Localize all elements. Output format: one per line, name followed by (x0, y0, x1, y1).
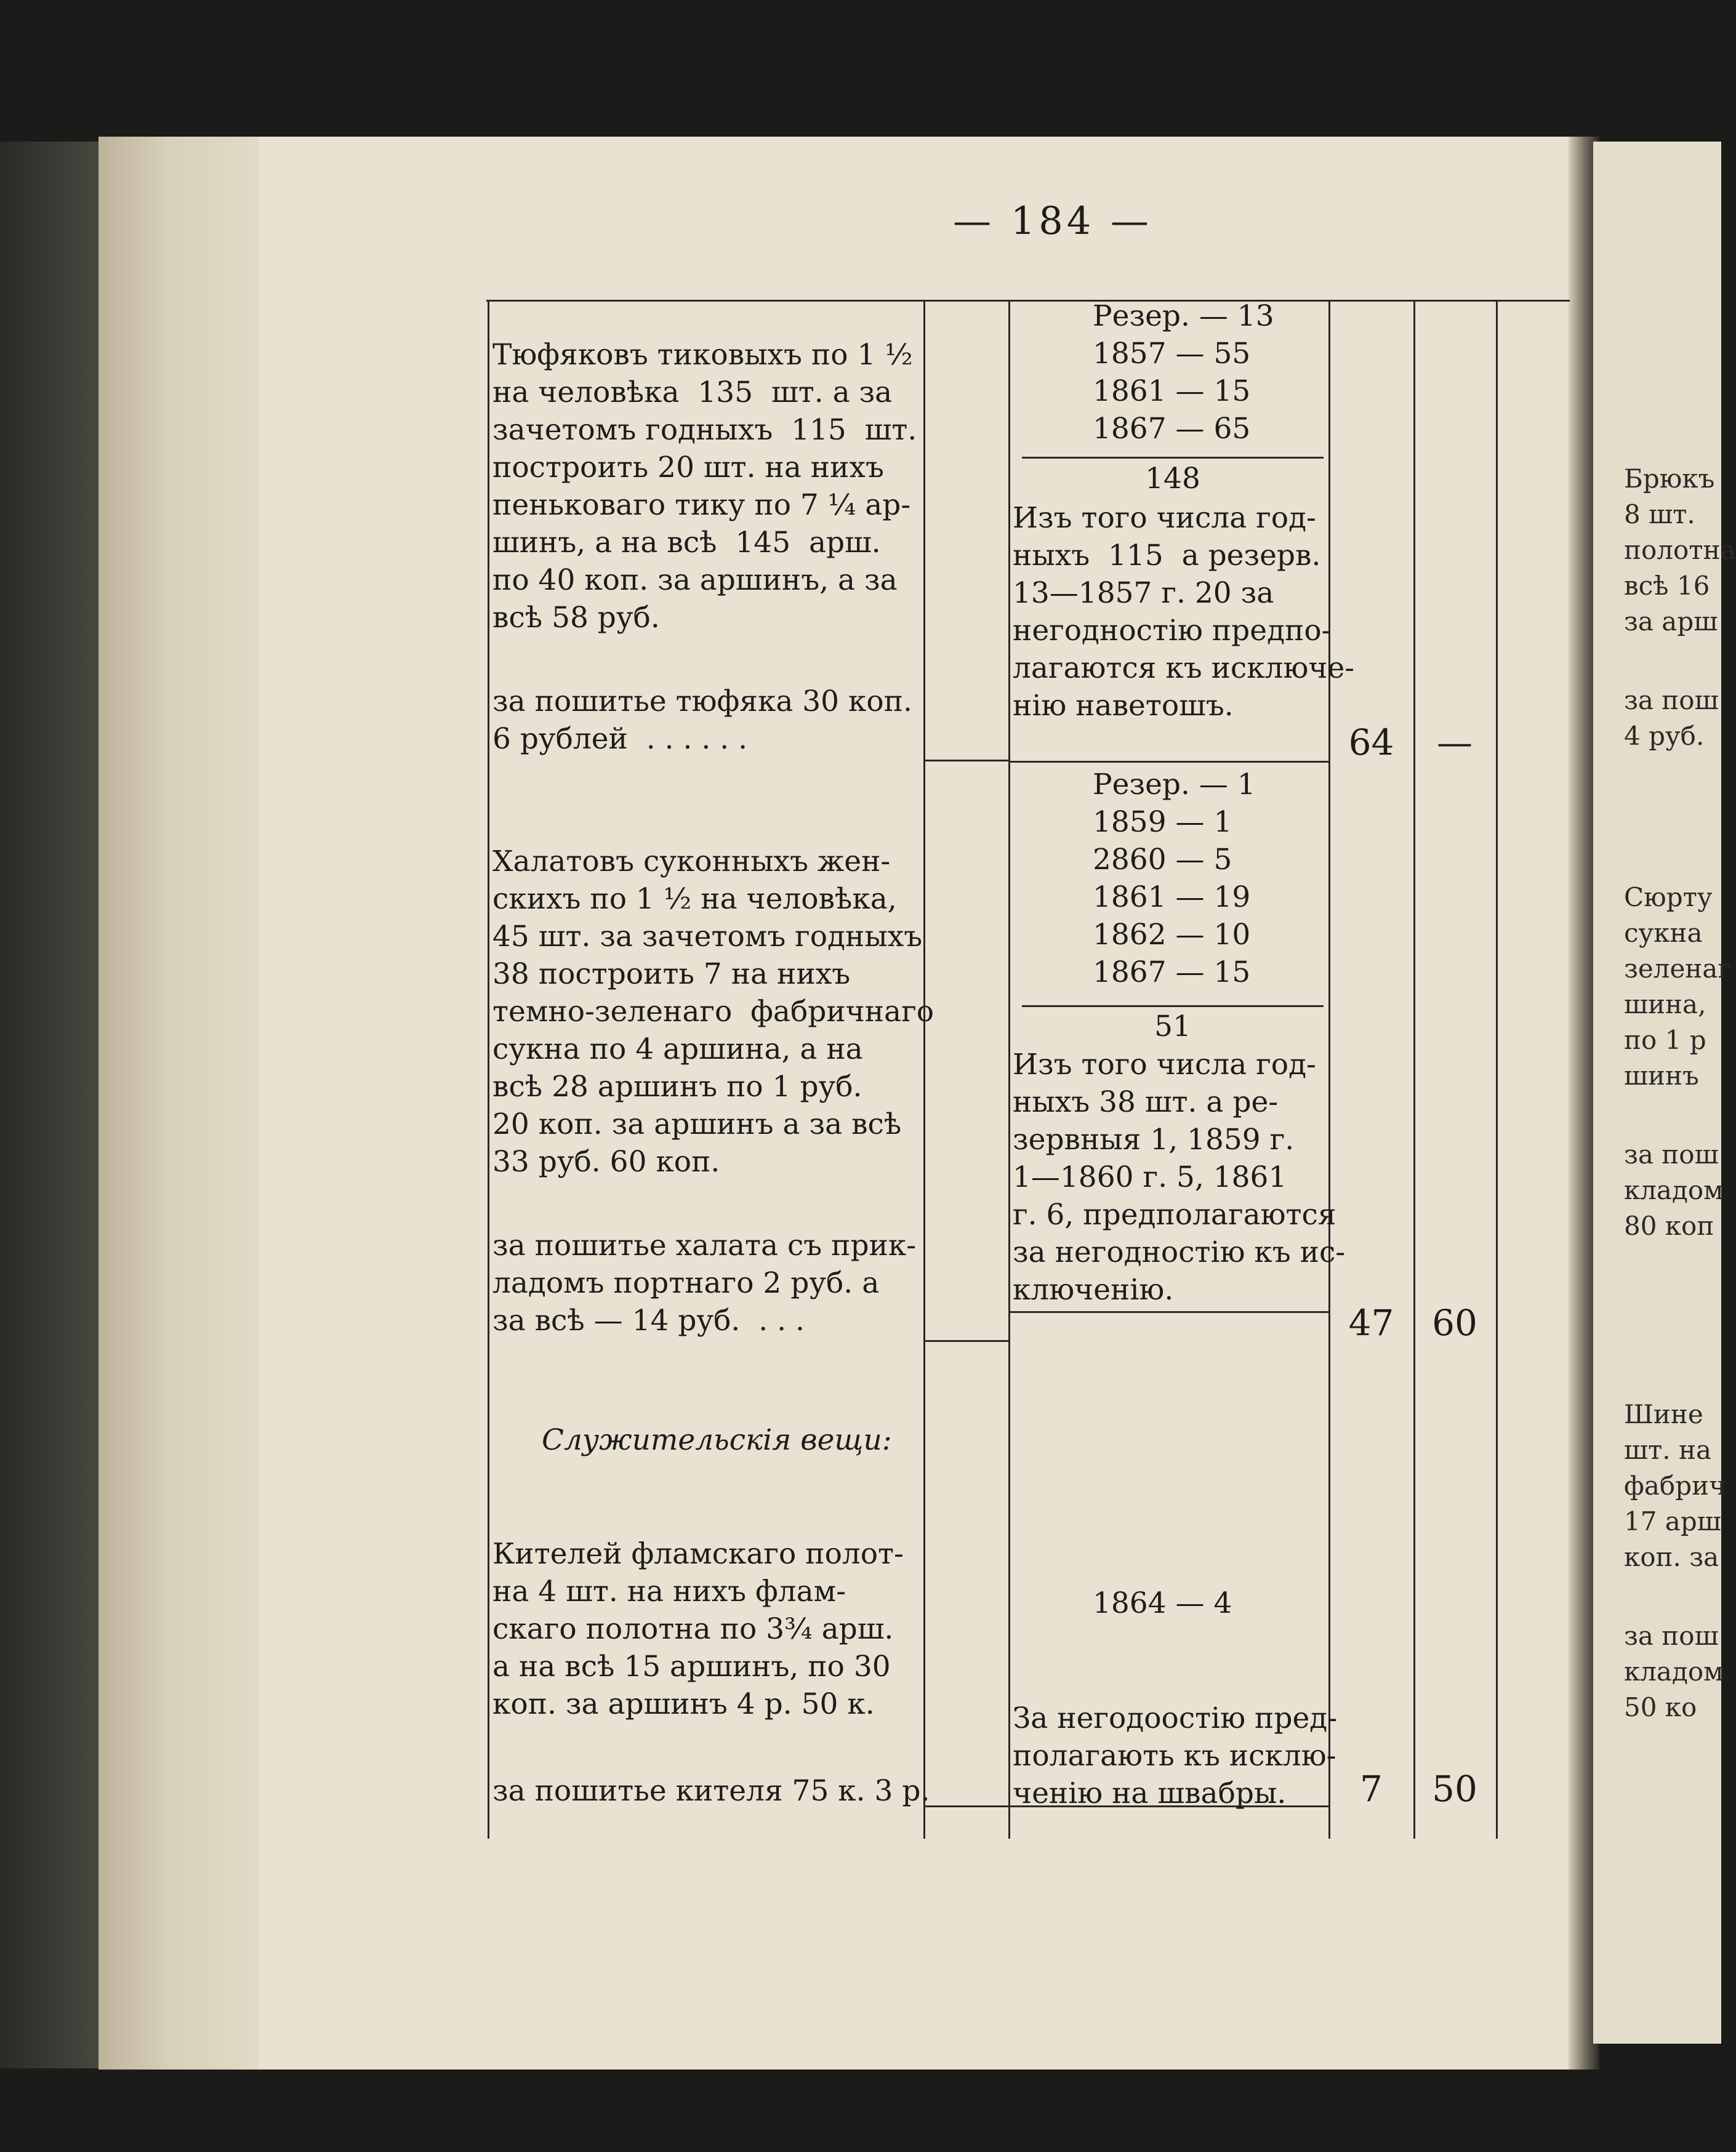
item-line: всѣ 28 аршинъ по 1 руб. (492, 1070, 862, 1104)
facing-text: фабрич (1624, 1471, 1726, 1501)
item-line: шинъ, а на всѣ 145 арш. (492, 526, 881, 560)
amount-kopecks: 50 (1432, 1768, 1477, 1810)
item-line: построить 20 шт. на нихъ (492, 451, 884, 484)
facing-text: полотна (1624, 535, 1736, 565)
sewing-line: за всѣ — 14 руб. . . . (492, 1304, 805, 1338)
note-line: ныхъ 38 шт. а ре- (1013, 1085, 1279, 1119)
facing-text: сукна (1624, 918, 1703, 948)
year-line: 1861 — 19 (1093, 880, 1251, 914)
table-top-rule (486, 300, 1570, 302)
item-line: на человѣка 135 шт. а за (492, 375, 893, 409)
note-line: негодностію предпо- (1013, 614, 1332, 648)
column-rule (488, 300, 489, 1839)
note-line: нію наветошъ. (1013, 689, 1234, 723)
year-line: 1867 — 15 (1093, 955, 1251, 989)
note-line: Изъ того числа год- (1013, 1048, 1316, 1082)
row-rule (923, 760, 1010, 761)
facing-text: шт. на (1624, 1435, 1712, 1465)
facing-text: 17 арш (1624, 1506, 1721, 1536)
item-line: сукна по 4 аршина, а на (492, 1032, 863, 1066)
note-line: ключенію. (1013, 1273, 1174, 1307)
item-line: а на всѣ 15 аршинъ, по 30 (492, 1650, 891, 1684)
item-line: 45 шт. за зачетомъ годныхъ (492, 920, 923, 954)
book-spine (0, 142, 111, 2068)
note-line: ныхъ 115 а резерв. (1013, 539, 1321, 572)
sum-rule (1022, 457, 1324, 459)
column-rule (1008, 300, 1010, 1839)
item-line: Кителей фламскаго полот- (492, 1537, 904, 1571)
year-line: 1867 — 65 (1093, 412, 1251, 446)
facing-text: 80 коп (1624, 1211, 1714, 1241)
page-number: — 184 — (953, 198, 1152, 243)
item-line: на 4 шт. на нихъ флам- (492, 1575, 846, 1608)
note-line: за негодностію къ ис- (1013, 1235, 1346, 1269)
facing-text: Сюрту (1624, 882, 1713, 912)
row-rule (923, 1340, 1010, 1342)
note-line: зервныя 1, 1859 г. (1013, 1123, 1295, 1157)
facing-text: за пош (1624, 685, 1719, 715)
note-line: Изъ того числа год- (1013, 501, 1316, 535)
sewing-line: за пошитье халата съ прик- (492, 1229, 917, 1263)
year-line: 1861 — 15 (1093, 374, 1251, 408)
year-line: 2860 — 5 (1093, 843, 1232, 877)
facing-text: за пош (1624, 1139, 1719, 1170)
item-line: всѣ 58 руб. (492, 601, 660, 635)
item-line: скихъ по 1 ½ на человѣка, (492, 882, 897, 916)
facing-text: всѣ 16 (1624, 571, 1710, 601)
note-line: полагають къ исклю- (1013, 1739, 1336, 1773)
facing-text: зеленаг (1624, 954, 1732, 984)
item-line: зачетомъ годныхъ 115 шт. (492, 413, 917, 447)
amount-rubles: 7 (1360, 1768, 1383, 1810)
sewing-line: за пошитье кителя 75 к. 3 р. (492, 1774, 930, 1808)
reserve-line: Резер. — 13 (1093, 299, 1274, 333)
row-rule (1008, 761, 1328, 763)
sewing-line: 6 рублей . . . . . . (492, 722, 748, 756)
facing-text: за пош (1624, 1621, 1719, 1651)
sewing-line: ладомъ портнаго 2 руб. а (492, 1266, 880, 1300)
item-line: скаго полотна по 3¾ арш. (492, 1612, 894, 1646)
facing-text: 4 руб. (1624, 721, 1705, 751)
column-rule (923, 300, 925, 1839)
item-line: темно-зеленаго фабричнаго (492, 995, 934, 1029)
facing-text: коп. за (1624, 1542, 1719, 1572)
note-line: г. 6, предполагаются (1013, 1198, 1336, 1232)
amount-rubles: 64 (1348, 721, 1394, 763)
section-heading: Служительскія вещи: (542, 1423, 892, 1457)
year-line: 1857 — 55 (1093, 337, 1251, 371)
item-line: коп. за аршинъ 4 р. 50 к. (492, 1687, 875, 1721)
item-line: пеньковаго тику по 7 ¼ ар- (492, 488, 911, 522)
item-line: 38 построить 7 на нихъ (492, 957, 851, 991)
column-rule (1496, 300, 1498, 1839)
reserve-line: Резер. — 1 (1093, 768, 1256, 801)
year-line: 1859 — 1 (1093, 805, 1232, 839)
facing-text: по 1 р (1624, 1025, 1706, 1055)
facing-text: Брюкъ (1624, 464, 1715, 494)
facing-text: шинъ (1624, 1061, 1699, 1091)
item-line: 20 коп. за аршинъ а за всѣ (492, 1107, 902, 1141)
note-line: ченію на швабры. (1013, 1777, 1287, 1810)
sum-rule (1022, 1005, 1324, 1007)
amount-kopecks: 60 (1432, 1302, 1477, 1344)
facing-text: 8 шт. (1624, 499, 1695, 529)
year-line: 1864 — 4 (1093, 1586, 1232, 1620)
column-rule (1328, 300, 1330, 1839)
note-line: За негодоостію пред- (1013, 1701, 1338, 1735)
item-line: 33 руб. 60 коп. (492, 1145, 720, 1179)
note-line: 1—1860 г. 5, 1861 (1013, 1160, 1287, 1194)
page-edge (98, 137, 277, 2070)
sewing-line: за пошитье тюфяка 30 коп. (492, 685, 912, 718)
amount-rubles: 47 (1348, 1302, 1394, 1344)
item-line: по 40 коп. за аршинъ, а за (492, 563, 898, 597)
facing-page (1593, 142, 1736, 2044)
column-rule (1413, 300, 1415, 1839)
note-line: 13—1857 г. 20 за (1013, 576, 1274, 610)
item-line: Халатовъ суконныхъ жен- (492, 845, 891, 878)
note-line: лагаются къ исключе- (1013, 651, 1355, 685)
item-line: Тюфяковъ тиковыхъ по 1 ½ (492, 338, 913, 372)
block-total: 148 (1145, 462, 1200, 496)
facing-text: 50 ко (1624, 1692, 1697, 1722)
amount-kopecks: — (1437, 721, 1473, 763)
row-rule (923, 1805, 1010, 1807)
facing-text: Шине (1624, 1399, 1703, 1429)
year-line: 1862 — 10 (1093, 918, 1251, 952)
facing-text: кладом (1624, 1175, 1724, 1205)
facing-text: кладом (1624, 1656, 1724, 1687)
row-rule (1008, 1311, 1328, 1313)
block-total: 51 (1154, 1010, 1191, 1043)
facing-text: за арш (1624, 606, 1718, 636)
facing-text: шина, (1624, 989, 1706, 1019)
